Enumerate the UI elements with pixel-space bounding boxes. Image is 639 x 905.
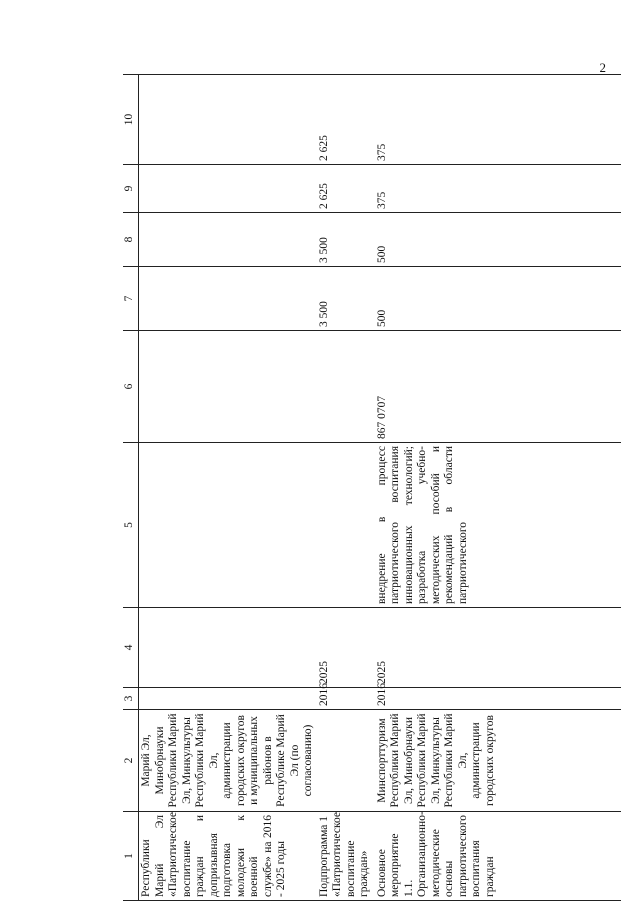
value-cell: 3 500 [317, 213, 375, 267]
start-year-cell [139, 688, 317, 710]
end-year-cell: 2025 [375, 608, 621, 688]
value-cell: 500 [375, 267, 621, 331]
column-header: 9 [123, 165, 139, 213]
column-header: 10 [123, 75, 139, 165]
column-header: 5 [123, 443, 139, 608]
column-header: 4 [123, 608, 139, 688]
table-row [139, 75, 317, 901]
column-header: 6 [123, 331, 139, 443]
column-header: 3 [123, 688, 139, 710]
page-number: 2 [599, 60, 606, 75]
start-year-cell: 2016 [317, 688, 375, 710]
expected-result-cell [317, 443, 375, 608]
rotated-table-wrapper [123, 75, 609, 901]
value-cell [139, 75, 317, 165]
activity-name-cell: Основное мероприятие 1.1. Организационно-методические основы патриотического воспитания граждан [375, 812, 621, 901]
value-cell: 2 625 [317, 75, 375, 165]
column-header: 8 [123, 213, 139, 267]
budget-code-cell: 867 0707 [375, 331, 621, 443]
program-table [123, 74, 621, 901]
value-cell [139, 165, 317, 213]
program-name-cell: Республики Марий Эл «Патриотическое воспитание граждан и допризывная подготовка молодежи к военной службе» на 2016 - 2025 годы [139, 812, 317, 901]
value-cell: 375 [375, 165, 621, 213]
expected-result-cell: внедрение в процесс патриотического воспитания инновационных технологий; разработка учебно-методических пособий и рекомендаций в области патриотического [375, 443, 621, 608]
table-row [375, 75, 621, 901]
expected-result-cell [139, 443, 317, 608]
column-header: 1 [123, 812, 139, 901]
column-header: 2 [123, 710, 139, 812]
value-cell: 2 625 [317, 165, 375, 213]
budget-code-cell [139, 331, 317, 443]
subprogram-name-cell: Подпрограмма 1 «Патриотическое воспитание граждан» [317, 812, 375, 901]
executor-cell: Минспорттуризм Республики Марий Эл, Минобрнауки Республики Марий Эл, Минкультуры Республики Марий Эл, администрации городских округов [375, 710, 621, 812]
value-cell [139, 267, 317, 331]
column-number-header [123, 75, 139, 901]
executor-cell [317, 710, 375, 812]
value-cell: 375 [375, 75, 621, 165]
value-cell: 3 500 [317, 267, 375, 331]
end-year-cell [139, 608, 317, 688]
value-cell: 500 [375, 213, 621, 267]
value-cell [139, 213, 317, 267]
budget-code-cell [317, 331, 375, 443]
executor-cell: Марий Эл, Минобрнауки Республики Марий Эл, Минкультуры Республики Марий Эл, администрации городских округов и муниципальных районов в Республике Марий Эл (по согласованию) [139, 710, 317, 812]
table-row [317, 75, 375, 901]
column-header: 7 [123, 267, 139, 331]
end-year-cell: 2025 [317, 608, 375, 688]
start-year-cell: 2016 [375, 688, 621, 710]
